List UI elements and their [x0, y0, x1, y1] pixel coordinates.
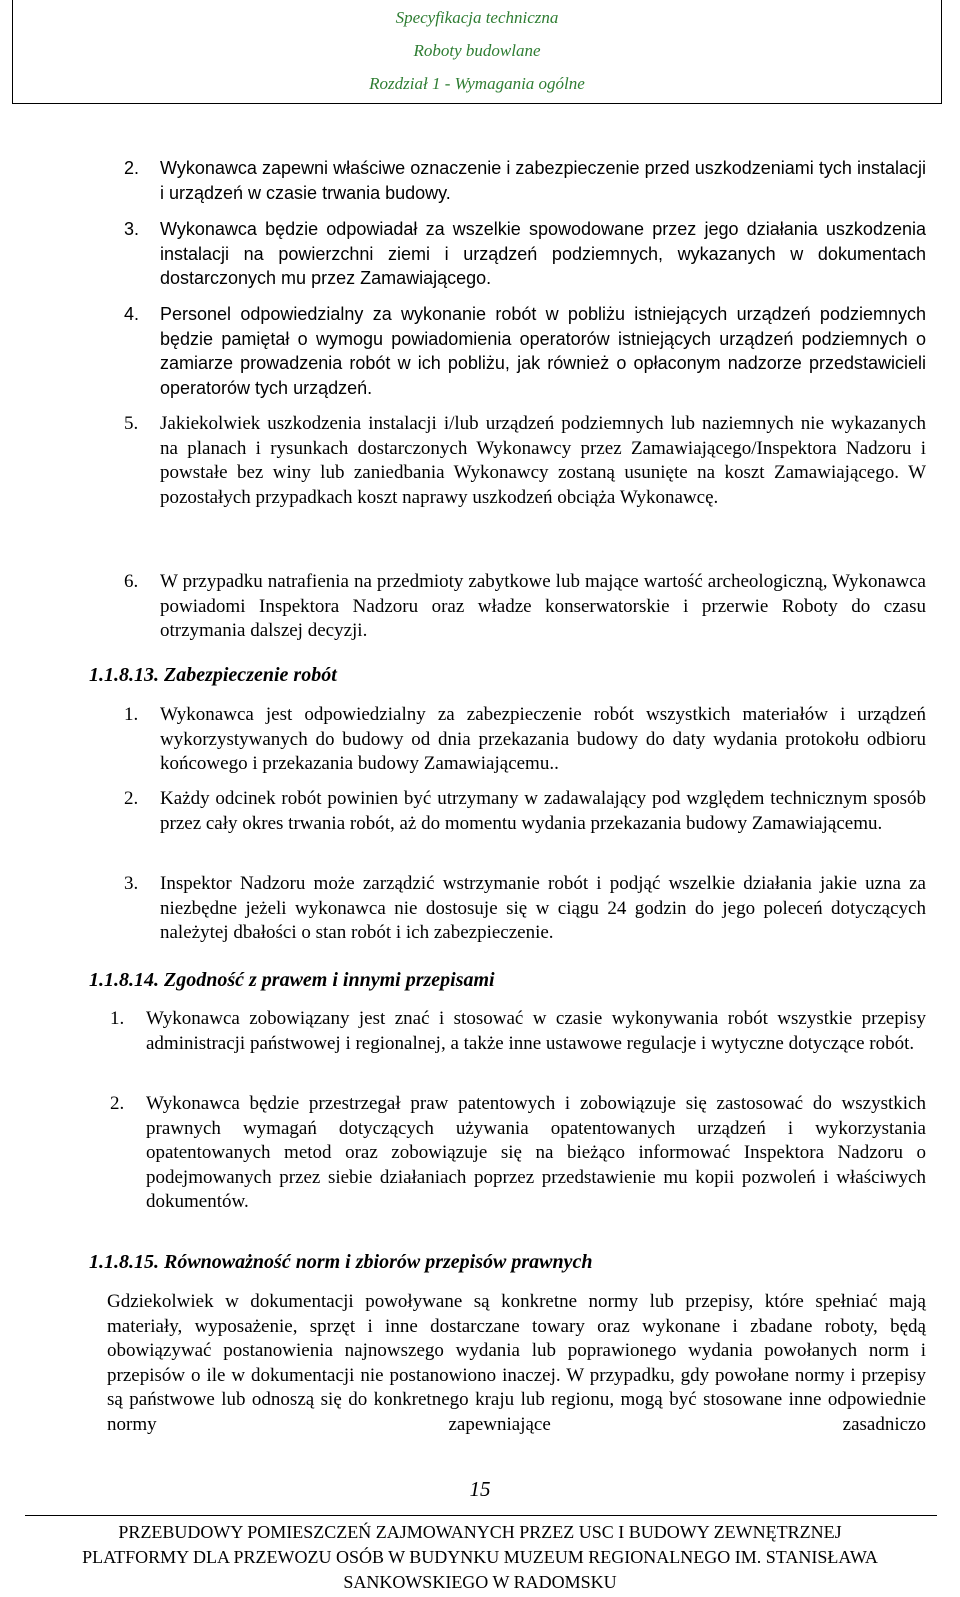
footer-divider: [25, 1515, 937, 1516]
footer-line-1: PRZEBUDOWY POMIESZCZEŃ ZAJMOWANYCH PRZEZ USC I BUDOWY ZEWNĘTRZNEJ: [118, 1522, 842, 1542]
list-item: 2. Wykonawca zapewni właściwe oznaczenie i zabezpieczenie przed uszkodzeniami tych instalacji i urządzeń w czasie trwania budowy.: [124, 158, 926, 203]
footer-line-3: SANKOWSKIEGO W RADOMSKU: [343, 1572, 617, 1592]
list-item: 2. Każdy odcinek robót powinien być utrzymany w zadawalający pod względem technicznym sposób przez cały okres trwania robót, aż do momentu wydania przekazania budowy Zamawiającemu.: [124, 788, 926, 834]
list-item: 1. Wykonawca zobowiązany jest znać i stosować w czasie wykonywania robót wszystkie przepisy administracji państwowej i regionalnej, a także inne ustawowe regulacje i wytyczne dotyczące robót.: [110, 1008, 926, 1054]
list-item: 3. Inspektor Nadzoru może zarządzić wstrzymanie robót i podjąć wszelkie działania jakie uzna za niezbędne jeżeli wykonawca nie dostosuje się w ciągu 24 godzin do jego poleceń dotyczących należytej dbałości o stan robót i ich zabezpieczenie.: [124, 873, 926, 943]
page-footer: [0, 1520, 960, 1595]
list-item: 4. Personel odpowiedzialny za wykonanie robót w pobliżu istniejących urządzeń podziemnych będzie pamiętał o wymogu powiadomienia operatorów istniejących urządzeń podziemnych o zamiarze prowadzenia robót w ich pobliżu, jak również o opłaconym nadzorze przedstawicieli operatorów tych urządzeń.: [124, 304, 926, 398]
header-works-type: Roboty budowlane: [413, 41, 541, 60]
body-paragraph: Gdziekolwiek w dokumentacji powoływane są konkretne normy lub przepisy, które spełniać mają materiały, wyposażenie, sprzęt i inne dostarczane towary oraz wykonane i zbadane roboty, będą obowiązywać postanowienia najnowszego wydania lub poprawionego wydania powołanych norm i przepisów o ile w dokumentacji nie postanowiono inaczej. W przypadku, gdy powołane normy i przepisy są państwowe lub odnoszą się do konkretnego kraju lub regionu, mogą być stosowane inne odpowiednie normy zapewniające zasadniczo: [107, 1291, 926, 1435]
list-item: 5. Jakiekolwiek uszkodzenia instalacji i/lub urządzeń podziemnych lub naziemnych nie wykazanych na planach i rysunkach dostarczonych Wykonawcy przez Zamawiającego/Inspektora Nadzoru i powstałe bez winy lub zaniedbania Wykonawcy zostaną usunięte na koszt Zamawiającego. W pozostałych przypadkach koszt naprawy uszkodzeń obciąża Wykonawcę.: [124, 413, 926, 508]
page-header: [12, 0, 942, 104]
list-item: 2. Wykonawca będzie przestrzegał praw patentowych i zobowiązuje się zastosować do wszystkich prawnych wymagań dotyczących używania opatentowanych urządzeń i wykorzystania opatentowanych metod oraz zobowiązuje się na bieżąco informować Inspektora Nadzoru o podejmowanych przez siebie działaniach poprzez przedstawienie mu kopii pozwoleń i właściwych dokumentów.: [110, 1093, 926, 1212]
list-item: 1. Wykonawca jest odpowiedzialny za zabezpieczenie robót wszystkich materiałów i urządzeń wykorzystywanych do budowy od dnia przekazania budowy do daty wydania protokołu odbioru końcowego i przekazania budowy Zamawiającemu..: [124, 704, 926, 774]
section-heading: 1.1.8.14. Zgodność z prawem i innymi przepisami: [89, 969, 495, 991]
header-chapter: Rozdział 1 - Wymagania ogólne: [369, 74, 585, 93]
header-document-type: Specyfikacja techniczna: [395, 8, 559, 27]
footer-line-2: PLATFORMY DLA PRZEWOZU OSÓB W BUDYNKU MUZEUM REGIONALNEGO IM. STANISŁAWA: [82, 1547, 878, 1567]
page-number: 15: [469, 1477, 491, 1501]
list-item: 3. Wykonawca będzie odpowiadał za wszelkie spowodowane przez jego działania uszkodzenia instalacji na powierzchni ziemi i urządzeń podziemnych, wykazanych w dokumentach dostarczonych mu przez Zamawiającego.: [124, 219, 926, 288]
section-heading: 1.1.8.13. Zabezpieczenie robót: [89, 664, 337, 686]
list-item: 6. W przypadku natrafienia na przedmioty zabytkowe lub mające wartość archeologiczną, Wykonawca powiadomi Inspektora Nadzoru oraz władze konserwatorskie i przerwie Roboty do czasu otrzymania dalszej decyzji.: [124, 571, 926, 641]
section-heading: 1.1.8.15. Równoważność norm i zbiorów przepisów prawnych: [89, 1251, 593, 1273]
